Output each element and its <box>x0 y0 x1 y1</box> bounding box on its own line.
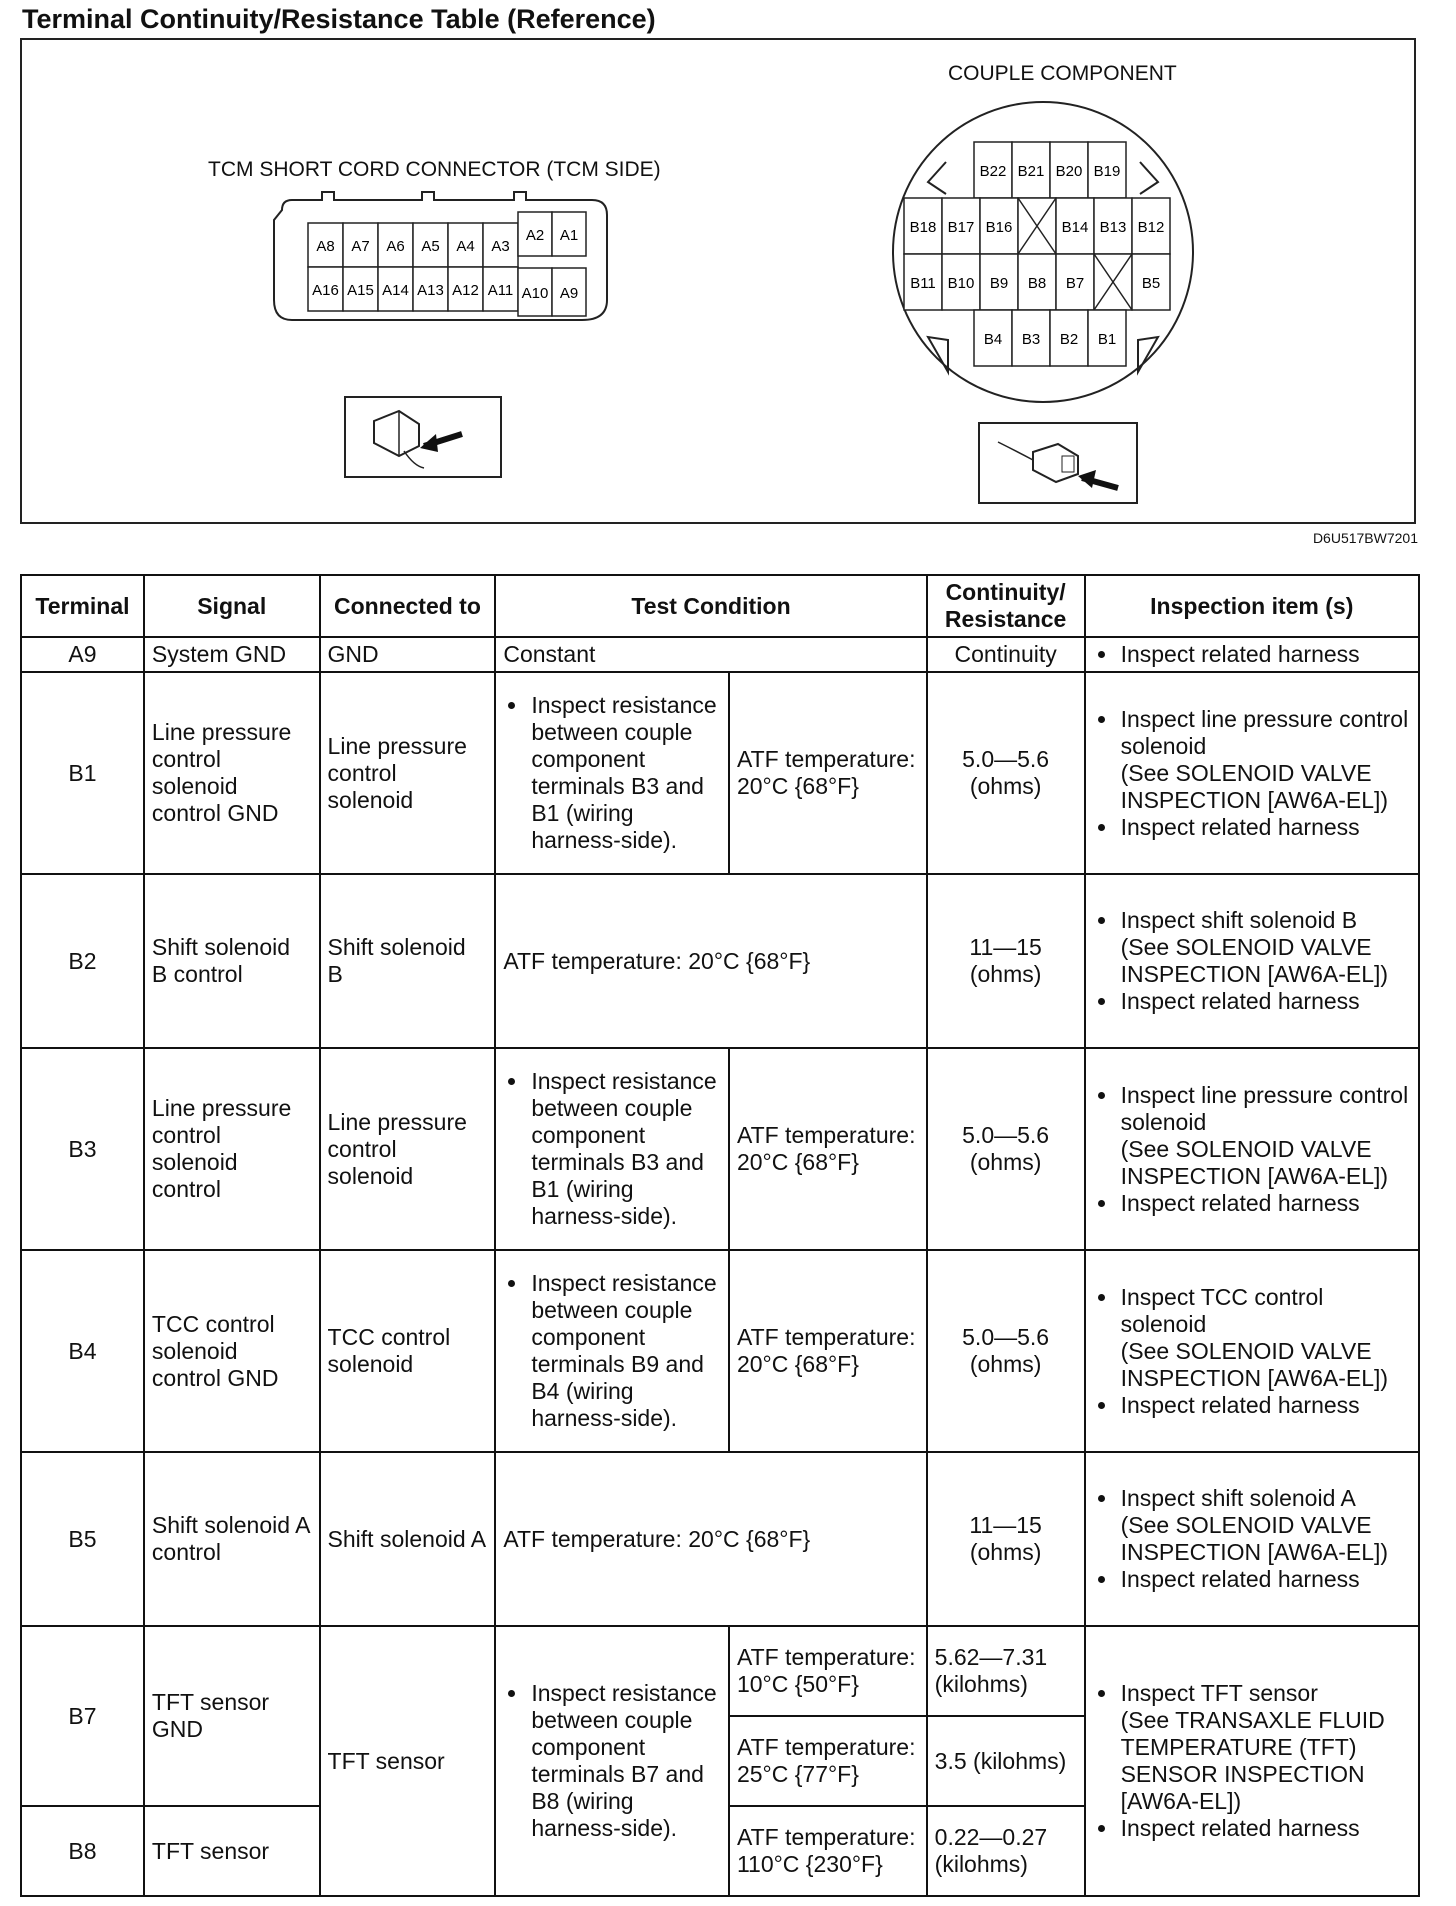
terminal-cell: B1 <box>21 672 144 874</box>
pin-label: B16 <box>985 219 1013 236</box>
pin-label: B17 <box>947 219 975 236</box>
table-row-b3 <box>21 1048 1419 1250</box>
inspect-item: • Inspect shift solenoid A (See SOLENOID VALVE INSPECTION [AW6A-EL]) <box>1119 1485 1411 1566</box>
table-row-a9 <box>21 637 1419 672</box>
pin-label: B14 <box>1061 219 1089 236</box>
connected-cell: Shift solenoid B <box>320 874 496 1048</box>
pin-label: A1 <box>559 227 579 244</box>
tcm-connector-diagram <box>262 180 632 330</box>
header-test-condition: Test Condition <box>495 575 926 637</box>
terminal-table <box>20 574 1420 1897</box>
pin-label: A15 <box>347 282 374 299</box>
pin-label: A14 <box>382 282 409 299</box>
pin-label: A11 <box>487 282 514 299</box>
result-cell: 5.0—5.6 (ohms) <box>927 672 1085 874</box>
signal-cell: TFT sensor <box>144 1806 320 1896</box>
inspection-cell <box>1085 1048 1419 1250</box>
terminal-cell: B4 <box>21 1250 144 1452</box>
pin-label: A4 <box>456 238 475 255</box>
pin-label: A2 <box>525 227 545 244</box>
couple-component-diagram <box>888 82 1198 412</box>
pin-label: B4 <box>983 331 1003 348</box>
pin-label: B18 <box>909 219 937 236</box>
pin-label: B5 <box>1141 275 1161 292</box>
inspect-item: • Inspect related harness <box>1119 1392 1411 1419</box>
temperature-cell: ATF temperature: 20°C {68°F} <box>729 1048 927 1250</box>
signal-cell: TCC control solenoid control GND <box>144 1250 320 1452</box>
pin-label: A12 <box>452 282 479 299</box>
inspect-item: • Inspect related harness <box>1119 641 1411 668</box>
inspection-cell <box>1085 874 1419 1048</box>
table-row-b7 <box>21 1626 1419 1716</box>
pin-label: B19 <box>1093 163 1121 180</box>
header-row <box>21 575 1419 637</box>
table-row-b5 <box>21 1452 1419 1626</box>
inspect-note: (See SOLENOID VALVE INSPECTION [AW6A-EL]) <box>1120 1512 1389 1565</box>
pin-label: B22 <box>979 163 1007 180</box>
inspection-cell <box>1085 637 1419 672</box>
temperature-cell: ATF temperature: 20°C {68°F} <box>729 672 927 874</box>
signal-cell: Shift solenoid A control <box>144 1452 320 1626</box>
condition-cell: Constant <box>495 637 926 672</box>
condition-item: • Inspect resistance between couple component terminals B9 and B4 (wiring harness-side). <box>529 1270 721 1432</box>
inspect-note: (See SOLENOID VALVE INSPECTION [AW6A-EL]) <box>1120 1337 1389 1391</box>
terminal-cell: A9 <box>21 637 144 672</box>
condition-cell <box>495 1250 729 1452</box>
table-row-b1 <box>21 672 1419 874</box>
result-cell: 0.22—0.27 (kilohms) <box>927 1806 1085 1896</box>
inspection-cell <box>1085 1250 1419 1452</box>
pin-label: A10 <box>521 285 549 302</box>
connector-figure <box>20 38 1416 524</box>
table-row-b4 <box>21 1250 1419 1452</box>
pin-label: B7 <box>1065 275 1085 292</box>
figure-code: D6U517BW7201 <box>1312 530 1418 546</box>
pin-label: A6 <box>386 238 405 255</box>
condition-cell: ATF temperature: 20°C {68°F} <box>495 1452 926 1626</box>
result-cell: 11—15 (ohms) <box>927 874 1085 1048</box>
inspect-item: • Inspect line pressure control solenoid (See SOLENOID VALVE INSPECTION [AW6A-EL]) <box>1119 706 1411 814</box>
inspect-item: • Inspect related harness <box>1119 1566 1411 1593</box>
connected-cell: Line pressure control solenoid <box>320 1048 496 1250</box>
inspect-item: • Inspect related harness <box>1119 1815 1411 1842</box>
couple-component-view-icon <box>978 422 1140 506</box>
header-signal: Signal <box>144 575 320 637</box>
header-terminal: Terminal <box>21 575 144 637</box>
condition-item: • Inspect resistance between couple component terminals B7 and B8 (wiring harness-side). <box>529 1680 721 1842</box>
inspect-item: • Inspect related harness <box>1119 988 1411 1015</box>
inspect-item: • Inspect TCC control solenoid (See SOLENOID VALVE INSPECTION [AW6A-EL]) <box>1119 1284 1411 1392</box>
terminal-cell: B3 <box>21 1048 144 1250</box>
pin-label: A13 <box>417 282 444 299</box>
pin-label: B13 <box>1099 219 1127 236</box>
condition-cell <box>495 1626 729 1896</box>
inspection-cell <box>1085 1452 1419 1626</box>
signal-cell: Line pressure control solenoid control GND <box>144 672 320 874</box>
result-cell: 5.0—5.6 (ohms) <box>927 1250 1085 1452</box>
header-continuity: Continuity/ Resistance <box>927 575 1085 637</box>
pin-label: B20 <box>1055 163 1083 180</box>
connected-cell: Line pressure control solenoid <box>320 672 496 874</box>
connected-cell: GND <box>320 637 496 672</box>
signal-cell: TFT sensor GND <box>144 1626 320 1806</box>
connected-cell: TFT sensor <box>320 1626 496 1896</box>
pin-label: B8 <box>1027 275 1047 292</box>
pin-label: B12 <box>1137 219 1165 236</box>
result-cell: 5.0—5.6 (ohms) <box>927 1048 1085 1250</box>
pin-label: B1 <box>1097 331 1117 348</box>
pin-label: A8 <box>316 238 335 255</box>
connected-cell: TCC control solenoid <box>320 1250 496 1452</box>
page-title: Terminal Continuity/Resistance Table (Reference) <box>22 4 656 34</box>
temperature-cell: ATF temperature: 110°C {230°F} <box>729 1806 927 1896</box>
pin-label: A5 <box>421 238 440 255</box>
pin-label: A9 <box>559 285 579 302</box>
table-row-b2 <box>21 874 1419 1048</box>
terminal-cell: B7 <box>21 1626 144 1806</box>
terminal-cell: B5 <box>21 1452 144 1626</box>
inspect-item: • Inspect related harness <box>1119 1190 1411 1217</box>
pin-label: B10 <box>947 275 975 292</box>
inspect-item: • Inspect shift solenoid B (See SOLENOID VALVE INSPECTION [AW6A-EL]) <box>1119 907 1411 988</box>
connected-cell: Shift solenoid A <box>320 1452 496 1626</box>
pin-label: A3 <box>491 238 510 255</box>
tcm-connector-view-icon <box>344 396 504 480</box>
inspection-cell <box>1085 672 1419 874</box>
condition-cell <box>495 1048 729 1250</box>
condition-item: • Inspect resistance between couple component terminals B3 and B1 (wiring harness-side). <box>529 1068 721 1230</box>
couple-component-label: COUPLE COMPONENT <box>948 62 1177 85</box>
inspect-item: • Inspect TFT sensor (See TRANSAXLE FLUID TEMPERATURE (TFT) SENSOR INSPECTION [AW6A-EL]) <box>1119 1680 1411 1815</box>
inspect-note: (See SOLENOID VALVE INSPECTION [AW6A-EL]) <box>1120 934 1389 987</box>
pin-label: A16 <box>312 282 339 299</box>
inspect-item: • Inspect related harness <box>1119 814 1411 841</box>
signal-cell: Line pressure control solenoid control <box>144 1048 320 1250</box>
header-connected-to: Connected to <box>320 575 496 637</box>
pin-label: B2 <box>1059 331 1079 348</box>
inspect-item: • Inspect line pressure control solenoid (See SOLENOID VALVE INSPECTION [AW6A-EL]) <box>1119 1082 1411 1190</box>
pin-label: B21 <box>1017 163 1045 180</box>
inspect-note: (See SOLENOID VALVE INSPECTION [AW6A-EL]) <box>1120 1135 1389 1189</box>
pin-label: B3 <box>1021 331 1041 348</box>
inspect-note: (See TRANSAXLE FLUID TEMPERATURE (TFT) SENSOR INSPECTION [AW6A-EL]) <box>1120 1707 1385 1814</box>
tcm-connector-label: TCM SHORT CORD CONNECTOR (TCM SIDE) <box>208 158 661 181</box>
terminal-cell: B8 <box>21 1806 144 1896</box>
pin-label: A7 <box>351 238 370 255</box>
result-cell: 3.5 (kilohms) <box>927 1716 1085 1806</box>
signal-cell: Shift solenoid B control <box>144 874 320 1048</box>
temperature-cell: ATF temperature: 20°C {68°F} <box>729 1250 927 1452</box>
terminal-cell: B2 <box>21 874 144 1048</box>
result-cell: 5.62—7.31 (kilohms) <box>927 1626 1085 1716</box>
condition-item: • Inspect resistance between couple component terminals B3 and B1 (wiring harness-side). <box>529 692 721 854</box>
result-cell: 11—15 (ohms) <box>927 1452 1085 1626</box>
header-inspection: Inspection item (s) <box>1085 575 1419 637</box>
inspection-cell <box>1085 1626 1419 1896</box>
temperature-cell: ATF temperature: 10°C {50°F} <box>729 1626 927 1716</box>
pin-label: B9 <box>989 275 1009 292</box>
temperature-cell: ATF temperature: 25°C {77°F} <box>729 1716 927 1806</box>
condition-cell <box>495 672 729 874</box>
result-cell: Continuity <box>927 637 1085 672</box>
signal-cell: System GND <box>144 637 320 672</box>
pin-label: B11 <box>910 275 936 292</box>
inspect-note: (See SOLENOID VALVE INSPECTION [AW6A-EL]) <box>1120 759 1389 813</box>
condition-cell: ATF temperature: 20°C {68°F} <box>495 874 926 1048</box>
